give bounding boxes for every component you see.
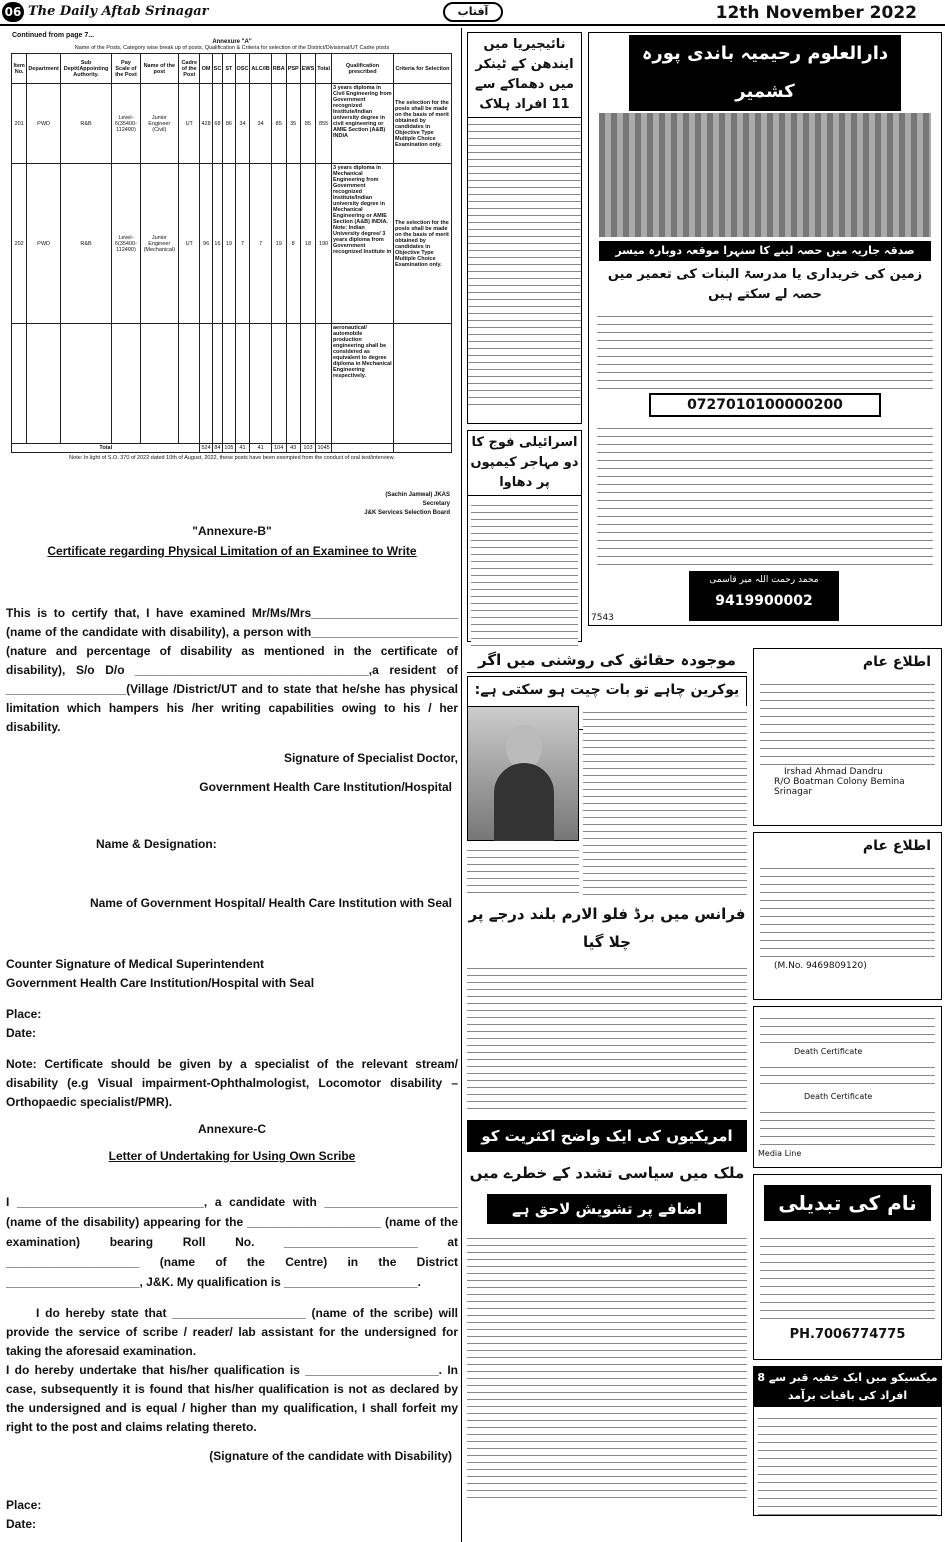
table-cell <box>140 324 178 444</box>
page-number: 06 <box>2 2 24 22</box>
notice-address: R/O Boatman Colony Bemina Srinagar <box>774 777 905 797</box>
annexure-c-title: Annexure-C <box>197 1122 266 1136</box>
total-label: Total <box>12 444 200 453</box>
ad-body <box>597 309 933 389</box>
undertaking-para-1: I ____________________________, a candidate with ____________________ (name of the disability) appearing for the ____________________ (name of the examination) bearing Roll No. ____________________ at ____________________ (name of the Centre) in the District ____________________, J&K. My qualification is ____________________. <box>6 1195 458 1289</box>
article-body <box>467 1232 747 1500</box>
headline-israel: اسرائیلی فوج کا دو مہاجر کیمپوں پر دھاوا <box>468 431 581 496</box>
column-header: Name of the post <box>140 54 178 84</box>
table-cell: PWD <box>27 84 61 164</box>
column-header: OSC <box>235 54 250 84</box>
table-cell <box>300 324 316 444</box>
column-header: RBA <box>271 54 286 84</box>
notice-phone: PH.7006774775 <box>789 1327 906 1342</box>
place-label: Place: <box>6 1007 42 1021</box>
govt-advertisement <box>6 32 458 1534</box>
table-cell: 34 <box>235 84 250 164</box>
secretary-title: Secretary <box>422 501 450 507</box>
column-header: ST <box>223 54 235 84</box>
table-cell <box>178 324 200 444</box>
undertaking-para-3: I do hereby undertake that his/her qualification is ____________________. In case, subsequently it is found that his/her qualification is not as declared by the undersigned and is equal / higher than my qualification, I shall forfeit my right to the post and claims relating thereto. <box>6 1363 458 1434</box>
place-label-2: Place: <box>6 1498 42 1512</box>
annexure-b-title: "Annexure-B" <box>192 524 272 538</box>
table-cell <box>27 324 61 444</box>
total-cell: 105 <box>224 445 234 451</box>
table-cell: 202 <box>12 164 27 324</box>
notice-mobile: (M.No. 9469809120) <box>774 961 867 971</box>
death-certificate-label-2: Death Certificate <box>804 1092 873 1101</box>
date-label: Date: <box>6 1026 37 1040</box>
certificate-body: This is to certify that, I have examined Mr/Ms/Mrs______________________ (name of the candidate with disability), a person with______________________ (nature and percentage of disability as mentioned in the certificate of disability), S/o D/o ___________________________________,a resident of __________________(Village /District/UT and to state that he/she has physical limitation which hampers his /her writing capabilities owing to his / her disability. <box>6 606 458 734</box>
zakharova-photo <box>467 706 579 841</box>
article-body <box>758 1411 937 1515</box>
table-cell: Junior Engineer (Mechanical) <box>140 164 178 324</box>
notice-body <box>760 1231 935 1325</box>
total-row <box>12 444 452 453</box>
column-header: PSP <box>286 54 300 84</box>
table-cell: 68 <box>212 84 223 164</box>
article-body <box>467 844 579 896</box>
table-cell: Junior Engineer (Civil) <box>140 84 178 164</box>
counter-signature-institution: Government Health Care Institution/Hospital with Seal <box>6 976 315 990</box>
secretary-name: (Sachin Jamwal) JKAS <box>385 492 450 498</box>
column-header: SC <box>212 54 223 84</box>
table-cell: 428 <box>200 84 212 164</box>
board-name: J&K Services Selection Board <box>364 510 450 516</box>
health-institution: Government Health Care Institution/Hospital <box>199 780 452 794</box>
table-cell <box>250 324 271 444</box>
total-cell: 84 <box>212 444 223 453</box>
table-cell: 16 <box>212 164 223 324</box>
death-certificate-label: Death Certificate <box>794 1047 863 1056</box>
column-header: Criteria for Selection <box>394 54 452 84</box>
page-header <box>0 0 945 26</box>
table-cell: 96 <box>200 164 212 324</box>
masthead-logo: آفتاب <box>443 2 503 22</box>
table-cell: 85 <box>271 84 286 164</box>
table-cell: 18 <box>300 164 316 324</box>
criteria-cell: The selection for the posts shall be made on the basis of merit obtained by candidates in Objective Type Multiple Choice Examination only. <box>394 164 452 324</box>
column-header: Pay Scale of the Post <box>112 54 140 84</box>
column-header: Total <box>316 54 332 84</box>
headline-russia-lead: موجودہ حقائق کی روشنی میں اگر <box>467 648 747 673</box>
column-header: ALC/IB <box>250 54 271 84</box>
headline-america: امریکیوں کی ایک واضح اکثریت کو <box>467 1120 747 1152</box>
table-row <box>12 164 452 324</box>
news-mexico <box>753 1366 942 1516</box>
table-cell: R&B <box>60 84 111 164</box>
total-cell: 103 <box>300 444 316 453</box>
column-header: Qualification prescribed <box>332 54 394 84</box>
qualification-cell: aeronautical/ automobile production engineering shall be considered as equivalent to degree diploma in Mechanical Engineering respectively. <box>332 324 394 444</box>
article-body <box>468 118 581 408</box>
criteria-cell <box>394 324 452 444</box>
notice-title: نام کی تبدیلی <box>764 1185 931 1221</box>
column-header: Cadre of the Post <box>178 54 200 84</box>
continued-text: Continued from page 7... <box>12 32 95 39</box>
notice-title: اطلاع عام <box>862 654 931 670</box>
total-cell: 43 <box>286 444 300 453</box>
ad-title: دارالعلوم رحیمیہ باندی پورہ کشمیر <box>629 35 901 111</box>
construction-photo <box>599 113 931 237</box>
media-line: Media Line <box>758 1149 802 1158</box>
table-cell: R&B <box>60 164 111 324</box>
date-label-2: Date: <box>6 1517 37 1531</box>
publication-name: The Daily Aftab Srinagar <box>28 4 209 19</box>
article-body <box>583 706 747 896</box>
news-nigeria <box>467 32 582 424</box>
table-cell: 855 <box>316 84 332 164</box>
qualification-cell: 3 years diploma in Civil Engineering from Government recognized Institute/Indian university degree in civil engineering or AMIE Section (A&B) INDIA <box>332 84 394 164</box>
headline-birdflu: فرانس میں برڈ فلو الارم بلند درجے پر چلا گیا <box>468 905 746 951</box>
certificate-note: Note: Certificate should be given by a specialist of the relevant stream/ disability (e.g Visual impairment-Ophthalmologist, Locomotor disability –Orthopaedic specialist/PMR). <box>6 1057 458 1109</box>
table-cell: 85 <box>300 84 316 164</box>
table-cell <box>12 324 27 444</box>
headline-america-2: ملک میں سیاسی تشدد کے خطرے میں <box>469 1164 745 1182</box>
table-cell <box>235 324 250 444</box>
table-cell: UT <box>178 164 200 324</box>
total-cell: 1045 <box>317 445 330 451</box>
table-cell: 34 <box>250 84 271 164</box>
column-header: Sub Deptt/Appointing Authority. <box>60 54 111 84</box>
table-cell: Level-6(35400-112400) <box>112 164 140 324</box>
table-cell: UT <box>178 84 200 164</box>
table-cell: 8 <box>286 164 300 324</box>
headline-russia: یوکرین چاہے تو بات چیت ہو سکتی ہے: <box>467 676 747 730</box>
issue-date: 12th November 2022 <box>715 3 917 23</box>
ad-signatory: محمد رحمت اللہ میر قاسمی <box>709 575 819 585</box>
table-cell <box>316 324 332 444</box>
ad-contact <box>689 571 839 621</box>
notice-signatory: Irshad Ahmad Dandru <box>784 767 883 777</box>
table-cell <box>200 324 212 444</box>
table-cell <box>271 324 286 444</box>
undertaking-para-2: I do hereby state that ____________________ (name of the scribe) will provide the service of scribe / reader/ lab assistant for the undersigned for taking the aforesaid examination. <box>6 1306 458 1358</box>
table-cell: 190 <box>316 164 332 324</box>
headline-america-3: اضافے پر تشویش لاحق ہے <box>487 1194 727 1224</box>
table-cell <box>212 324 223 444</box>
notice-body <box>760 861 935 959</box>
table-cell: 7 <box>250 164 271 324</box>
article-body <box>471 499 578 649</box>
table-cell: 201 <box>12 84 27 164</box>
notice-body <box>760 677 935 765</box>
ad-body-2 <box>597 421 933 571</box>
doctor-signature: Signature of Specialist Doctor, <box>283 751 458 765</box>
table-cell <box>60 324 111 444</box>
annexure-a-title: Annexure "A" <box>212 39 252 45</box>
table-cell: 86 <box>223 84 235 164</box>
table-row <box>12 324 452 444</box>
public-notice-1 <box>753 648 942 826</box>
qualification-cell: 3 years diploma in Mechanical Engineering from Government recognized Institute/Indian university degree in Mechanical Engineering or AMIE Section (A&B) INDIA. Note: Indian University degree/ 3 years diploma from Government recognized Institute in <box>332 164 394 324</box>
name-change-notice <box>753 1174 942 1360</box>
counter-signature: Counter Signature of Medical Superintendent <box>6 957 265 971</box>
column-header: OM <box>200 54 212 84</box>
posts-table <box>11 53 452 453</box>
total-cell: 104 <box>271 444 286 453</box>
table-header <box>12 54 452 84</box>
exemption-note: Note: In light of S.O. 370 of 2022 dated 10th of August, 2022, these posts have been exempted from the conduct of oral test/interview. <box>69 455 395 461</box>
name-designation: Name & Designation: <box>96 837 217 851</box>
annexure-a-subtitle: Name of the Posts, Category wise break up of posts, Qualification & Criteria for selection of the District/Divisional/UT Cadre posts <box>74 45 390 51</box>
darul-uloom-ad <box>588 32 942 626</box>
column-header: Department <box>27 54 61 84</box>
annexure-b-heading: Certificate regarding Physical Limitation of an Examinee to Write <box>47 544 417 558</box>
headline-mexico: میکسیکو میں ایک خفیہ قبر سے 8 افراد کی باقیات برآمد <box>754 1367 941 1407</box>
table-cell: PWD <box>27 164 61 324</box>
column-header: Item No. <box>12 54 27 84</box>
public-notice-2 <box>753 832 942 1000</box>
ad-phone: 9419900002 <box>715 593 813 609</box>
ad-subtitle-1: صدقہ جاریہ میں حصہ لینے کا سنہرا موقعہ دوبارہ میسر <box>599 241 931 261</box>
hospital-with-seal: Name of Government Hospital/ Health Care Institution with Seal <box>89 896 452 910</box>
news-israel <box>467 430 582 642</box>
table-cell <box>112 324 140 444</box>
notice-title: اطلاع عام <box>862 838 931 854</box>
table-cell: Level-6(35400-112400) <box>112 84 140 164</box>
column-divider <box>461 28 462 1542</box>
total-cell: 41 <box>235 444 250 453</box>
criteria-cell: The selection for the posts shall be made on the basis of merit obtained by candidates in Objective Type Multiple Choice Examination only. <box>394 84 452 164</box>
annexure-c-heading: Letter of Undertaking for Using Own Scribe <box>108 1149 356 1163</box>
ad-subtitle-2: زمین کی خریداری یا مدرسۃ البنات کی تعمیر میں حصہ لے سکتے ہیں <box>607 267 923 302</box>
table-cell <box>286 324 300 444</box>
account-number-box: 0727010100000200 <box>649 393 881 417</box>
table-cell: 19 <box>223 164 235 324</box>
news-middle-block <box>467 648 747 1510</box>
table-cell <box>223 324 235 444</box>
ad-ref: 7543 <box>591 613 614 623</box>
article-body <box>467 962 747 1112</box>
candidate-signature: (Signature of the candidate with Disability) <box>209 1449 452 1463</box>
column-header: EWS <box>300 54 316 84</box>
headline-nigeria: نائیجیریا میں ایندھن کے ٹینکر میں دھماکے سے 11 افراد ہلاک <box>468 33 581 118</box>
total-cell: 524 <box>201 445 211 451</box>
table-cell: 7 <box>235 164 250 324</box>
total-cell: 41 <box>250 444 271 453</box>
table-row <box>12 84 452 164</box>
table-cell: 19 <box>271 164 286 324</box>
public-notice-3 <box>753 1006 942 1168</box>
table-cell: 35 <box>286 84 300 164</box>
